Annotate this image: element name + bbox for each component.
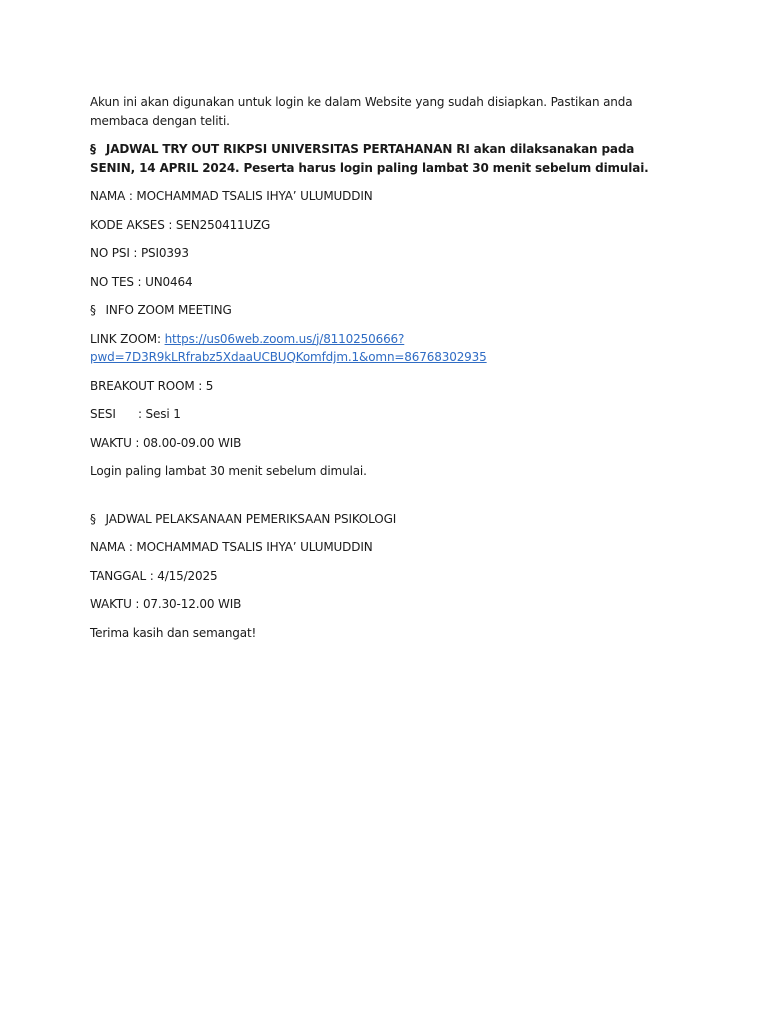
- closing-line: Terima kasih dan semangat!: [90, 625, 257, 640]
- name-line: NAMA : MOCHAMMAD TSALIS IHYA’ ULUMUDDIN: [90, 189, 373, 203]
- session-label: SESI: [90, 407, 116, 421]
- psych-date-line: TANGGAL : 4/15/2025: [90, 568, 218, 583]
- psych-heading-text: JADWAL PELAKSANAAN PEMERIKSAAN PSIKOLOGI: [105, 511, 397, 526]
- document-body: [90, 93, 680, 652]
- psych-name-line: NAMA : MOCHAMMAD TSALIS IHYA’ ULUMUDDIN: [90, 540, 373, 554]
- psych-time-line: WAKTU : 07.30-12.00 WIB: [90, 597, 242, 611]
- section-bullet-icon: §: [90, 142, 96, 156]
- session-value: : Sesi 1: [138, 407, 181, 421]
- time-line: WAKTU : 08.00-09.00 WIB: [90, 435, 242, 450]
- blank-line: [90, 491, 680, 510]
- schedule-notice-text: JADWAL TRY OUT RIKPSI UNIVERSITAS PERTAHANAN RI akan dilaksanakan pada SENIN, 14 APRIL 2024. Peserta harus login paling lambat 30 menit sebelum dimulai.: [90, 142, 649, 175]
- zoom-heading-text: INFO ZOOM MEETING: [105, 303, 232, 317]
- section-bullet-icon: §: [90, 303, 96, 317]
- zoom-link-text-part2: pwd=7D3R9kLRfrabz5XdaaUCBUQKomfdjm.1&omn=86768302935: [90, 350, 487, 364]
- test-number-line: NO TES : UN0464: [90, 274, 193, 289]
- session-line: [90, 405, 680, 424]
- zoom-link-label: LINK ZOOM:: [90, 331, 165, 346]
- section-bullet-icon: §: [90, 511, 96, 526]
- psych-heading: [90, 510, 680, 529]
- zoom-link-text-part1: https://us06web.zoom.us/j/8110250666?: [164, 331, 405, 346]
- breakout-room-line: BREAKOUT ROOM : 5: [90, 378, 214, 393]
- zoom-heading: [90, 301, 680, 320]
- login-reminder: Login paling lambat 30 menit sebelum dimulai.: [90, 464, 367, 478]
- schedule-notice: [90, 140, 680, 177]
- psi-number-line: NO PSI : PSI0393: [90, 246, 189, 260]
- zoom-link-line: [90, 330, 680, 367]
- intro-paragraph: Akun ini akan digunakan untuk login ke dalam Website yang sudah disiapkan. Pastikan anda membaca dengan teliti.: [90, 95, 633, 128]
- access-code-line: KODE AKSES : SEN250411UZG: [90, 217, 271, 232]
